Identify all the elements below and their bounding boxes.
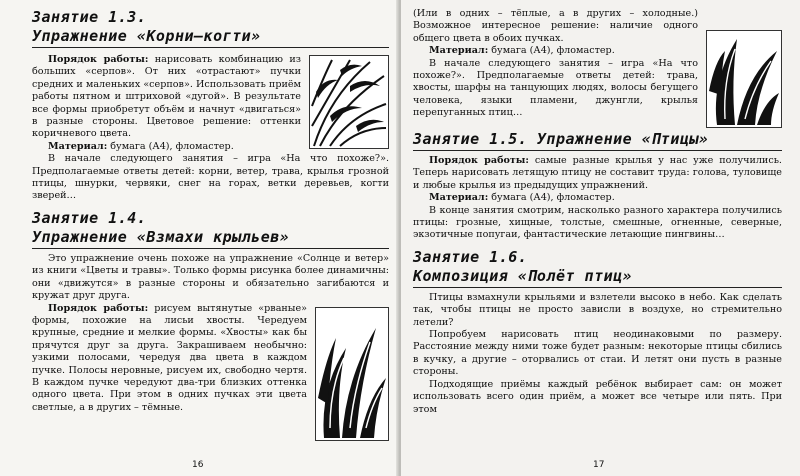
continued-text: (Или в одних – тёплые, а в других – холодные.) Возможное интересное решение: наличие одного общего цвета в обоих пучках. [413,8,698,44]
lesson-1-3-subtitle: Упражнение «Корни–когти» [32,27,389,48]
page-number-left: 16 [192,460,204,470]
material-text: бумага (А4), фломастер. [488,192,615,204]
lesson-1-4-intro: Это упражнение очень похоже на упражнение «Солнце и ветер» из книги «Цветы и травы». Только формы рисунка более динамичны: они «движутся» в разные стороны и обязательно загибаются и кружат друг друга. [32,252,389,302]
material-text: бумага (А4), фломастер. [107,140,234,152]
procedure-text: самые разные крылья у нас уже получились. Теперь нарисовать летящую птицу не составит труда: голова, туловище и любые крылья из предыдущих упражнений. [413,155,782,191]
lesson-1-3-title: Занятие 1.3. [32,8,147,26]
material-label: Материал: [48,140,108,152]
roots-claws-illustration [309,55,389,149]
right-game: В начале следующего занятия – игра «На что похоже?». Предполагаемые ответы детей: трава, хвосты, шарфы на танцующих людях, волосы бегущего человека, языки пламени, джунгли, крылья перепуганных птиц… [413,57,698,119]
lesson-1-4-title: Занятие 1.4. [32,208,147,227]
lesson-1-4-subtitle: Упражнение «Взмахи крыльев» [32,228,389,249]
lesson-1-6-heading [413,248,782,288]
procedure-label: Порядок работы: [48,54,149,65]
flame-illustration [706,30,782,128]
procedure-text: рисуем вытянутые «рваные» формы, похожие на лисьи хвосты. Чередуем крупные, средние и мелкие формы. «Хвосты» как бы прячутся друг за друга. Закрашиваем необычно: узкими полосами, чередуя два цвета в каждом пучке. Полосы неровные, рисуем их, свободно чертя. В каждом пучке чередуют два-три близких оттенка одного цвета. При этом в одних пучках эти цвета светлые, а в других – тёмные. [32,302,307,413]
wing-flaps-illustration [315,307,389,441]
lesson-1-5-material [413,192,782,204]
right-page [401,0,800,476]
page-number-right: 17 [593,460,605,470]
material-label: Материал: [429,192,489,204]
lesson-1-3-game: В начале следующего занятия – игра «На что похоже?». Предполагаемые ответы детей: корни, ветер, трава, крылья грозной птицы, шнурки, червяки, снег на горах, ветки деревьев, когти зверей… [32,153,389,202]
material-label: Материал: [429,45,489,57]
lesson-1-6-paragraph-3: Подходящие приёмы каждый ребёнок выбирает сам: он может использовать всего один приём, а может все четыре или пять. При этом [413,378,782,415]
lesson-1-5-procedure [413,155,782,192]
procedure-text: нарисовать комбинацию из больших «серпов». От них «отрастают» пучки средних и маленьких «серпов». Использовать приём работы пятном и штриховой «дугой». В результате все формы приобретут объём и начнут «двигаться» в разные стороны. Цветовое решение: оттенки коричневого цвета. [32,54,301,140]
lesson-1-6-title: Занятие 1.6. [413,247,528,266]
procedure-label: Порядок работы: [48,302,149,314]
material-text: бумага (А4), фломастер. [488,45,615,57]
lesson-1-3-heading [32,8,389,48]
lesson-1-4-heading [32,209,389,249]
lesson-1-6-subtitle: Композиция «Полёт птиц» [413,267,782,288]
lesson-1-6-paragraph-2: Попробуем нарисовать птиц неодинаковыми по размеру. Расстояние между ними тоже будет разным: некоторые птицы сбились в кучку, а другие – оторвались от стаи. И летят они пусть в разные стороны. [413,329,782,378]
lesson-1-5-title: Занятие 1.5. Упражнение «Птицы» [413,130,782,151]
lesson-1-6-intro: Птицы взмахнули крыльями и взлетели высоко в небо. Как сделать так, чтобы птицы не просто зависли в воздухе, но стремительно летели? [413,291,782,328]
lesson-1-5-heading [413,130,782,151]
left-page [0,0,399,476]
lesson-1-5-summary: В конце занятия смотрим, насколько разного характера получились птицы: грозные, хищные, толстые, смешные, огненные, северные, экзотичные попугаи, фантастические летающие пингвины… [413,204,782,241]
procedure-label: Порядок работы: [429,155,529,166]
